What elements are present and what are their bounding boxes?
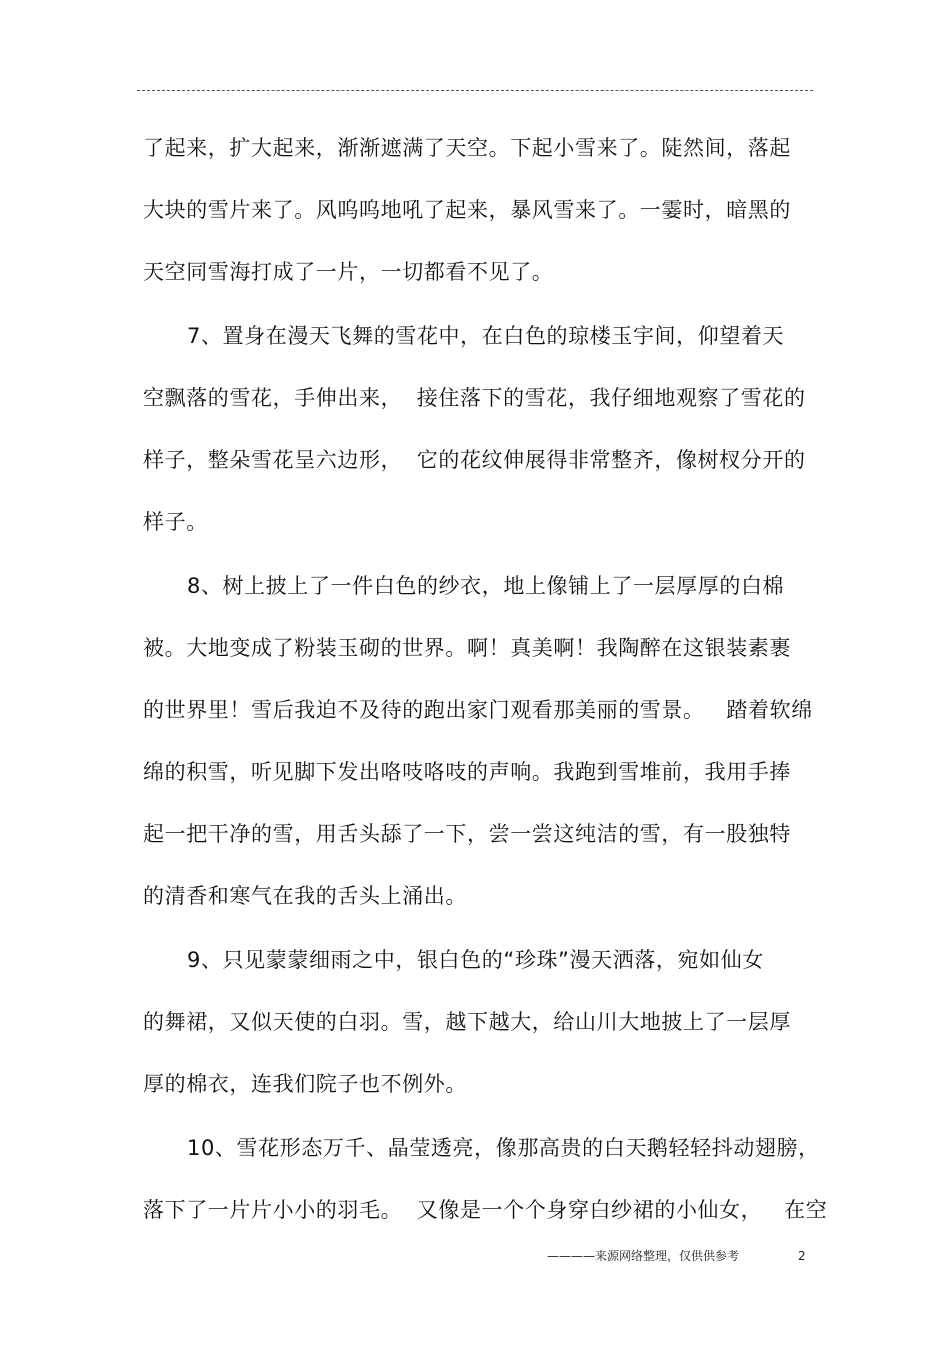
text-line: 样子。 — [143, 510, 208, 534]
text-line: 空飘落的雪花，手伸出来， 接住落下的雪花，我仔细地观察了雪花的 — [143, 386, 806, 410]
text-line: 被。大地变成了粉装玉砌的世界。啊！真美啊！我陶醉在这银装素裹 — [143, 636, 791, 660]
page-number: 2 — [798, 1249, 806, 1263]
text-line: 的世界里！雪后我迫不及待的跑出家门观看那美丽的雪景。 踏着软绵 — [143, 698, 813, 722]
text-line: 的清香和寒气在我的舌头上涌出。 — [143, 884, 467, 908]
text-line: 绵的积雪，听见脚下发出咯吱咯吱的声响。我跑到雪堆前，我用手捧 — [143, 760, 791, 784]
text-line: 了起来，扩大起来，渐渐遮满了天空。下起小雪来了。陡然间，落起 — [143, 136, 791, 160]
paragraph-7-first-line: 7、置身在漫天飞舞的雪花中，在白色的琼楼玉宇间，仰望着天 — [187, 324, 785, 348]
paragraph-10-first-line: 10、雪花形态万千、晶莹透亮，像那高贵的白天鹅轻轻抖动翅膀， — [187, 1136, 820, 1160]
text-line: 厚的棉衣，连我们院子也不例外。 — [143, 1072, 467, 1096]
paragraph-9-first-line: 9、只见蒙蒙细雨之中，银白色的“珍珠”漫天洒落，宛如仙女 — [187, 948, 764, 972]
text-line: 天空同雪海打成了一片，一切都看不见了。 — [143, 260, 554, 284]
text-line: 样子，整朵雪花呈六边形， 它的花纹伸展得非常整齐，像树杈分开的 — [143, 448, 806, 472]
text-line: 大块的雪片来了。风呜呜地吼了起来，暴风雪来了。一霎时，暗黑的 — [143, 198, 791, 222]
text-line: 起一把干净的雪，用舌头舔了一下，尝一尝这纯洁的雪，有一股独特 — [143, 822, 791, 846]
paragraph-8-first-line: 8、树上披上了一件白色的纱衣，地上像铺上了一层厚厚的白棉 — [187, 574, 785, 598]
footer-source-note: ————来源网络整理，仅供供参考 — [547, 1249, 740, 1263]
text-line: 的舞裙，又似天使的白羽。雪，越下越大，给山川大地披上了一层厚 — [143, 1010, 791, 1034]
text-line: 落下了一片片小小的羽毛。 又像是一个个身穿白纱裙的小仙女， 在空 — [143, 1198, 828, 1222]
header-divider — [137, 90, 813, 91]
